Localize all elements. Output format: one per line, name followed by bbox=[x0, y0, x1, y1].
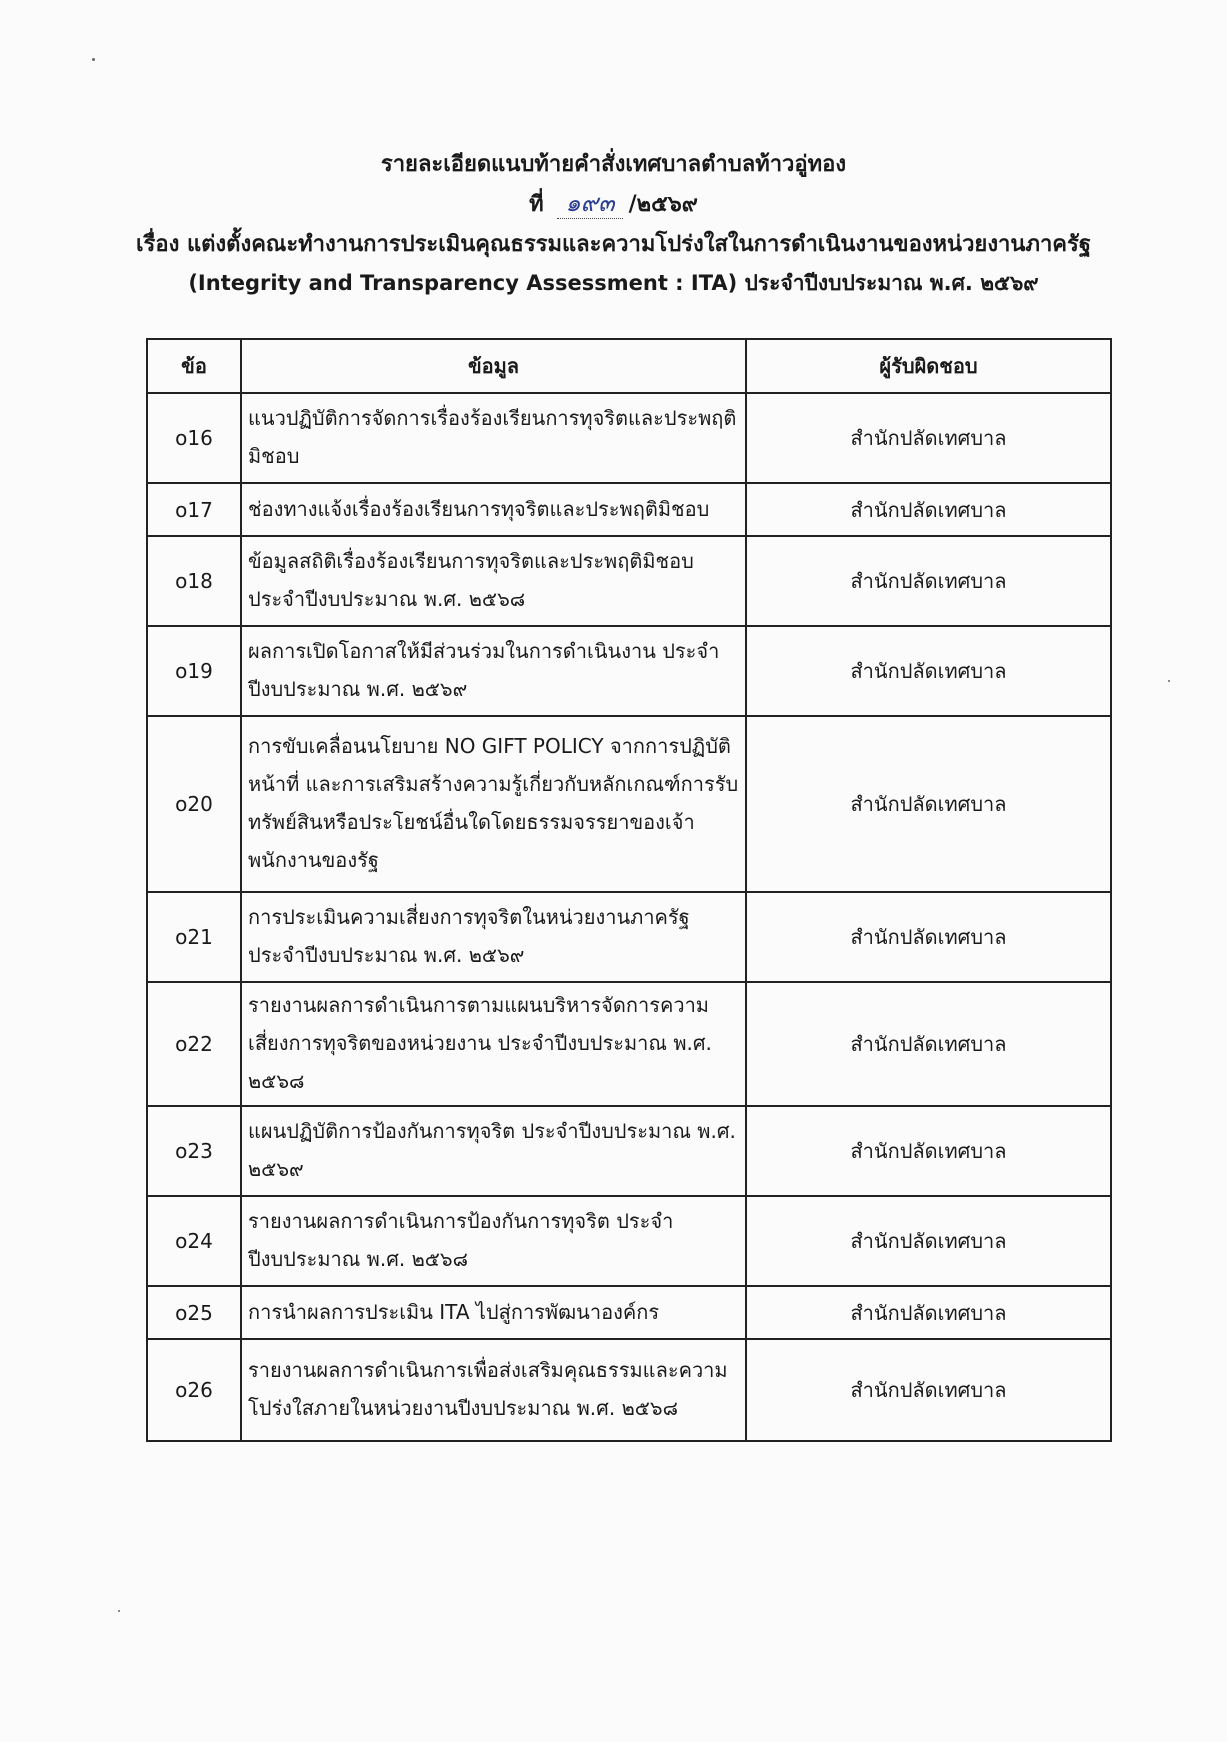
order-prefix: ที่ bbox=[529, 192, 544, 217]
table-row bbox=[147, 716, 1111, 892]
row-info: ช่องทางแจ้งเรื่องร้องเรียนการทุจริตและประพฤติมิชอบ bbox=[241, 483, 746, 536]
table-row bbox=[147, 1196, 1111, 1286]
table-row bbox=[147, 483, 1111, 536]
scan-speck bbox=[1168, 680, 1170, 682]
column-header-info: ข้อมูล bbox=[241, 339, 746, 393]
row-info: รายงานผลการดำเนินการเพื่อส่งเสริมคุณธรรมและความโปร่งใสภายในหน่วยงานปีงบประมาณ พ.ศ. ๒๕๖๘ bbox=[241, 1339, 746, 1441]
row-info: การนำผลการประเมิน ITA ไปสู่การพัฒนาองค์กร bbox=[241, 1286, 746, 1339]
row-responsible: สำนักปลัดเทศบาล bbox=[746, 982, 1111, 1106]
scan-speck bbox=[92, 58, 95, 61]
row-number: o26 bbox=[147, 1339, 241, 1441]
row-number: o23 bbox=[147, 1106, 241, 1196]
row-info: แนวปฏิบัติการจัดการเรื่องร้องเรียนการทุจริตและประพฤติมิชอบ bbox=[241, 393, 746, 483]
row-responsible: สำนักปลัดเทศบาล bbox=[746, 483, 1111, 536]
row-info: แผนปฏิบัติการป้องกันการทุจริต ประจำปีงบประมาณ พ.ศ. ๒๕๖๙ bbox=[241, 1106, 746, 1196]
row-number: o20 bbox=[147, 716, 241, 892]
row-responsible: สำนักปลัดเทศบาล bbox=[746, 1106, 1111, 1196]
row-number: o18 bbox=[147, 536, 241, 626]
row-responsible: สำนักปลัดเทศบาล bbox=[746, 1339, 1111, 1441]
order-number-handwritten: ๑๙๓ bbox=[557, 188, 622, 219]
row-responsible: สำนักปลัดเทศบาล bbox=[746, 1286, 1111, 1339]
row-number: o16 bbox=[147, 393, 241, 483]
table-row bbox=[147, 626, 1111, 716]
table-row bbox=[147, 1106, 1111, 1196]
row-info: ข้อมูลสถิติเรื่องร้องเรียนการทุจริตและประพฤติมิชอบ ประจำปีงบประมาณ พ.ศ. ๒๕๖๘ bbox=[241, 536, 746, 626]
document-title: รายละเอียดแนบท้ายคำสั่งเทศบาลตำบลท้าวอู่ทอง bbox=[380, 152, 847, 177]
table-row bbox=[147, 536, 1111, 626]
row-info: การประเมินความเสี่ยงการทุจริตในหน่วยงานภาครัฐ ประจำปีงบประมาณ พ.ศ. ๒๕๖๙ bbox=[241, 892, 746, 982]
row-number: o25 bbox=[147, 1286, 241, 1339]
row-responsible: สำนักปลัดเทศบาล bbox=[746, 892, 1111, 982]
row-info: รายงานผลการดำเนินการตามแผนบริหารจัดการความเสี่ยงการทุจริตของหน่วยงาน ประจำปีงบประมาณ พ.ศ. ๒๕๖๘ bbox=[241, 982, 746, 1106]
order-year: /๒๕๖๙ bbox=[628, 192, 698, 217]
subject-line-2: (Integrity and Transparency Assessment : ITA) ประจำปีงบประมาณ พ.ศ. ๒๕๖๙ bbox=[188, 271, 1039, 295]
table-header-row bbox=[147, 339, 1111, 393]
row-number: o24 bbox=[147, 1196, 241, 1286]
scan-speck bbox=[118, 1610, 120, 1612]
row-responsible: สำนักปลัดเทศบาล bbox=[746, 393, 1111, 483]
column-header-responsible: ผู้รับผิดชอบ bbox=[746, 339, 1111, 393]
table-row bbox=[147, 892, 1111, 982]
column-header-no: ข้อ bbox=[147, 339, 241, 393]
row-number: o17 bbox=[147, 483, 241, 536]
row-info: ผลการเปิดโอกาสให้มีส่วนร่วมในการดำเนินงาน ประจำปีงบประมาณ พ.ศ. ๒๕๖๙ bbox=[241, 626, 746, 716]
row-responsible: สำนักปลัดเทศบาล bbox=[746, 536, 1111, 626]
row-responsible: สำนักปลัดเทศบาล bbox=[746, 1196, 1111, 1286]
row-number: o21 bbox=[147, 892, 241, 982]
subject-line: เรื่อง แต่งตั้งคณะทำงานการประเมินคุณธรรมและความโปร่งใสในการดำเนินงานของหน่วยงานภาครัฐ bbox=[136, 232, 1091, 257]
row-responsible: สำนักปลัดเทศบาล bbox=[746, 626, 1111, 716]
order-number-line bbox=[0, 188, 1227, 220]
row-responsible: สำนักปลัดเทศบาล bbox=[746, 716, 1111, 892]
row-number: o22 bbox=[147, 982, 241, 1106]
row-info: การขับเคลื่อนนโยบาย NO GIFT POLICY จากการปฏิบัติหน้าที่ และการเสริมสร้างความรู้เกี่ยวกับหลักเกณฑ์การรับทรัพย์สินหรือประโยชน์อื่นใดโดยธรรมจรรยาของเจ้าพนักงานของรัฐ bbox=[241, 716, 746, 892]
table-row bbox=[147, 1286, 1111, 1339]
table-row bbox=[147, 1339, 1111, 1441]
row-info: รายงานผลการดำเนินการป้องกันการทุจริต ประจำปีงบประมาณ พ.ศ. ๒๕๖๘ bbox=[241, 1196, 746, 1286]
row-number: o19 bbox=[147, 626, 241, 716]
table-row bbox=[147, 982, 1111, 1106]
table-row bbox=[147, 393, 1111, 483]
responsibility-table bbox=[146, 338, 1112, 1442]
